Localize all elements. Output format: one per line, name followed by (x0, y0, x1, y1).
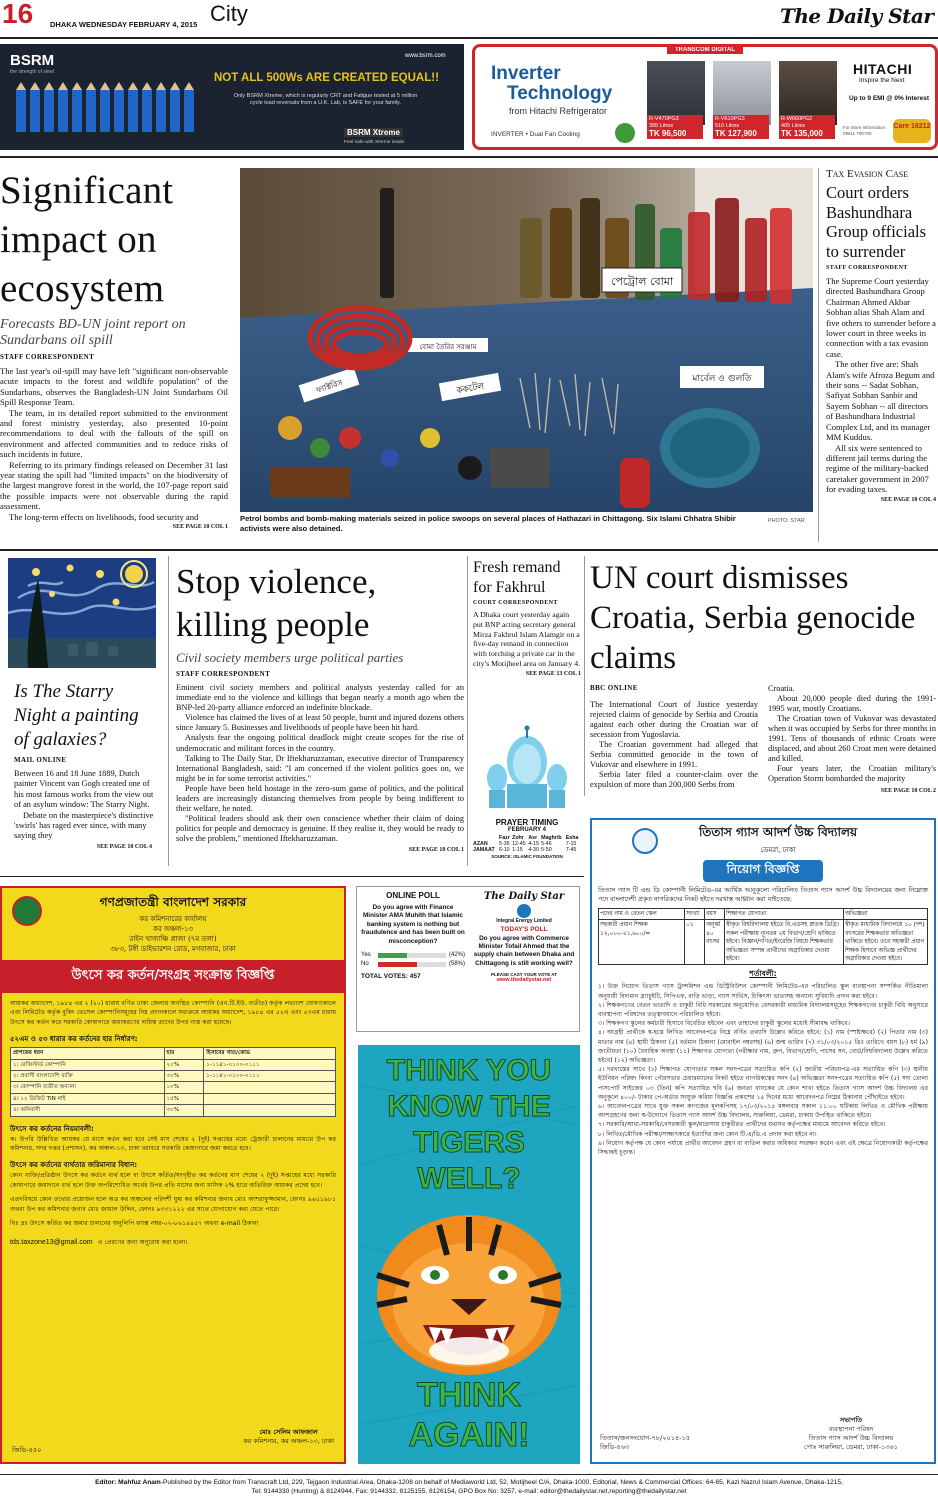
school-name: তিতাস গ্যাস আদর্শ উচ্চ বিদ্যালয় (698, 825, 858, 839)
story-violence (176, 560, 464, 866)
tax-rate-table (10, 1047, 336, 1116)
bsrm-body: Only BSRM Xtreme, which is regularly CRT and Fatigue tested at 5 million cycle load reversals from a U.K. Lab, is SAFE for your family. (233, 93, 418, 106)
tigers-bottom-text: THINK AGAIN! (408, 1376, 530, 1454)
story-col-2 (768, 684, 936, 796)
paragraph: About 20,000 people died during the 1991-1995 war, mostly Croatians. (768, 694, 936, 713)
tax-signature (243, 1428, 334, 1446)
signer-address: পোঃ সারুলিয়া, ডেমরা, ঢাকা-১৩৬১ (803, 1443, 899, 1451)
hitachi-subtitle: from Hitachi Refrigerator (509, 106, 608, 116)
story-un (590, 558, 936, 796)
prayer-cell: 5-50 (541, 847, 552, 853)
starry-night-image (8, 558, 156, 668)
poll-logo: The Daily Star (483, 891, 565, 902)
table-cell: সহকারী প্রধান শিক্ষক ১২,০০০-২১,৬০০/= (599, 920, 685, 965)
prayer-timing (473, 722, 581, 872)
paragraph: Serbia later filed a counter-claim over the expulsion of more than 200,000 Serbs from (590, 770, 758, 789)
terms-list (598, 982, 928, 1157)
kicker: Tax Evasion Case (826, 168, 909, 180)
pencil-icon (86, 90, 96, 132)
hitachi-features: INVERTER • Dual Fan Cooling (491, 131, 580, 138)
poll-right (471, 891, 577, 983)
byline: STAFF CORRESPONDENT (826, 265, 908, 271)
story-body (473, 610, 581, 669)
notice-email[interactable]: tds.taxzone13@gmail.com (10, 1238, 93, 1246)
model-size: 405 Litres (781, 122, 806, 129)
paragraph: The International Court of Justice yesterday rejected claims of genocide by Serbia and Croatia against each other during the Croatian war of secession from Yugoslavia. (590, 700, 758, 739)
poll-url[interactable]: www.thedailystar.net (496, 976, 552, 983)
pencil-tip (16, 82, 26, 90)
table-row (11, 1082, 336, 1093)
model-name: R-V470PG3 (649, 116, 679, 122)
footer-rule (0, 1474, 938, 1475)
green-badge (615, 123, 635, 143)
poll-bar-fill (378, 962, 417, 967)
paragraph: Talking to The Daily Star, Dr Iftekharuzzaman, executive director of Transparency International Bangladesh, said: "I am concerned if the violent politics goes on, we might be in for some terrorist activities." (176, 753, 464, 783)
pencil-tip (184, 82, 194, 90)
column-rule (168, 556, 169, 866)
term-item: ২। শিক্ষকগণের বেতন ভাতাদি ও চাকুরী বিধি সরকারের অনুমোদিত বেসরকারী মাধ্যমিক বিদ্যালয়সমূহের শিক্ষকগণের চাকুরী বিধি অনুসারে ব্যবস্থাপনা পরিষদের তত্ত্বাবধানে পরিচালিত হইবে। (598, 1001, 928, 1019)
pencil-icon (58, 90, 68, 132)
pencils-graphic (12, 82, 198, 142)
table-header: সংখ্যা (685, 909, 705, 920)
prayer-cell: 5-35 (499, 841, 510, 847)
pencil-tip (30, 82, 40, 90)
cast-vote-label: PLEASE CAST YOUR VOTE AT (491, 971, 557, 977)
prayer-source: SOURCE: ISLAMIC FOUNDATION (491, 854, 563, 859)
ref-gd: জিডি-৪৬৩ (600, 1443, 630, 1451)
prayer-cell: 6-10 (499, 847, 510, 853)
paragraph: The Croatian government had alleged that Serbia committed genocide in the town of Vukovar and elsewhere in 1991. (590, 740, 758, 769)
signer-body: ব্যবস্থাপনা পরিষদ (828, 1425, 874, 1433)
bsrm-product: BSRM Xtreme (344, 128, 403, 137)
prayer-date: FEBRUARY 4 (507, 827, 546, 833)
prayer-cell: JAMAAT (473, 847, 495, 853)
terms-title: শর্তাবলী: (749, 969, 777, 979)
prayer-cell: Esha (565, 835, 579, 841)
school-logo (632, 828, 658, 854)
table-header: শিক্ষাগত যোগ্যতা (725, 909, 844, 920)
table-cell: ২। প্রবাসী বাংলাদেশি ব্যক্তি (11, 1071, 165, 1082)
poll-option-label: Yes (361, 952, 371, 959)
prayer-cell: Maghrib (541, 835, 562, 841)
office-address-2: ৩৮৩, টঙ্গী ডাইভারশন রোড, মগবাজার, ঢাকা (110, 945, 236, 953)
story-body (826, 276, 936, 495)
paragraph: The last year's oil-spill may have left "significant non-observable acute impacts to the forest and wildlife population" of the Sundarbans, observes the Bangladesh-UN Joint Sundarbans Oil Spill Response Team. (0, 366, 228, 408)
headline: UN court dismisses Croatia, Serbia genocide claims (590, 560, 916, 676)
headline: Fresh remand for Fakhrul (473, 559, 561, 596)
bsrm-tagline: the strength of steel (10, 69, 54, 75)
pencil-tip (128, 82, 138, 90)
table-cell (204, 1093, 336, 1104)
poll-option-label: No (361, 961, 369, 968)
editor-label: Editor: Mahfuz Anam (95, 1479, 161, 1486)
section-heading: উৎসে কর কর্তনের নিয়মাবলী: (10, 1124, 94, 1133)
prayer-table (473, 835, 581, 853)
table-row (11, 1059, 336, 1070)
table-cell: ৩। কোম্পানি ব্যতীত অন্যান্য (11, 1082, 165, 1093)
column-rule (818, 168, 819, 542)
see-page-link[interactable]: SEE PAGE 13 COL 1 (525, 670, 581, 677)
table-header: অভিজ্ঞতা (844, 909, 928, 920)
photo-caption-block (240, 514, 813, 542)
model-price: TK 127,900 (715, 129, 757, 138)
prayer-cell: Fazr (499, 835, 510, 841)
signer-title: কর কমিশনার, কর অঞ্চল-১৩, ঢাকা (243, 1437, 334, 1445)
section-name: City (210, 1, 248, 26)
table-header-row (599, 909, 928, 920)
photo-credit: PHOTO: STAR (768, 518, 805, 524)
section-rule (0, 549, 938, 551)
see-page-link[interactable]: SEE PAGE 10 COL 2 (880, 788, 936, 794)
prayer-cell: 7-15 (565, 841, 577, 847)
pencil-tip (58, 82, 68, 90)
ref-number: তিতাস/জনসংযোগ-৭৮/২০১৪-১৫ (600, 1434, 690, 1442)
today-poll-label: TODAY'S POLL (500, 926, 548, 933)
ad-rule (0, 156, 938, 158)
signer-title: সভাপতি (839, 1416, 863, 1424)
poll-sponsor: Integral Energy Limited (496, 918, 552, 924)
office-name: কর কমিশনারের কার্যালয় (139, 915, 207, 923)
prayer-title: PRAYER TIMING (495, 818, 559, 827)
pencil-tip (170, 82, 180, 90)
paragraph: Violence has claimed the lives of at least 50 people, burnt and injured dozens others since January 5. Businesses and livelihoods of people have been hit hard. (176, 713, 464, 733)
pencil-icon (184, 90, 194, 132)
model-tag-2 (713, 115, 769, 139)
headline: Court orders Bashundhara Group officials to surrender (826, 183, 927, 261)
table-cell: ১৫% (164, 1093, 204, 1104)
pencil-icon (30, 90, 40, 132)
hitachi-title-2: Technology (507, 83, 613, 104)
see-page-link[interactable]: SEE PAGE 10 COL 4 (880, 496, 936, 503)
photo-caption: Petrol bombs and bomb-making materials seized in police swoops on several places of Hathazari in Chittagong. Six Islami Chhatra Shibir activists were also detained. (240, 514, 736, 533)
term-item: ৭। সরকারি/আধা-সরকারি/বেসরকারী স্কুল/মাদ্রাসায় চাকুরীরত প্রার্থীদের যথাযথ কর্তৃপক্ষের মাধ্যমে আবেদন করিতে হইবে। (598, 1121, 886, 1129)
ad-tax-notice[interactable] (0, 886, 346, 1464)
headline: Stop violence, killing people (176, 562, 377, 644)
pencil-tip (100, 82, 110, 90)
footer-line-2: Tel: 9144330 (Hunting) & 8124944, Fax: 9144332, 8125155, 8126154, GPO Box No: 3257, e-mail: editor@thedailystar.net,reporting@thedailystar.net (251, 1488, 687, 1495)
poll-option-percent: (42%) (448, 952, 465, 959)
paragraph: The Croatian town of Vukovar was devastated when it was occupied by Serbs for three months in 1991. Tens of thousands of ethnic Croats were displaced, and about 260 Croat men were detained and killed. (768, 714, 936, 763)
notice-para-3: কোন ব্যক্তি/প্রতিষ্ঠান উৎসে কর কর্তনে ব্যর্থ হলে বা উৎসে কর্তিত/সংগৃহীত কর কর্তনের মাস শেষের ২ (দুই) সপ্তাহের মধ্যে সরকারি কোষাগারে জমাদানে ব্যর্থ হলে উক্ত অপরিশোধিত অর্থের উপর প্রতি মাসের জন্য মাসিক ২% হারে অতিরিক্ত আয়কর প্রদেয় হবে। (10, 1172, 336, 1189)
care-badge: Care 16212 (893, 119, 931, 143)
poll-results (361, 952, 465, 967)
bsrm-logo: BSRM (10, 52, 55, 69)
model-price: TK 96,500 (649, 129, 687, 138)
pencil-tip (114, 82, 124, 90)
notice-banner: উৎসে কর কর্তন/সংগ্রহ সংক্রান্ত বিজ্ঞপ্তি (2, 960, 344, 993)
column-rule (467, 556, 468, 866)
signature-block (776, 1416, 926, 1452)
prayer-cell: Asr (528, 835, 538, 841)
ad-hitachi[interactable] (472, 44, 938, 150)
pencil-tip (86, 82, 96, 90)
masthead (0, 0, 938, 40)
table-header: হার (164, 1048, 204, 1059)
section-heading: ৫২এম ও ৫৩ ধারার কর কর্তনের হার নির্ধারণ: (10, 1035, 138, 1044)
notice-para-6: এ প্রেরণের জন্য অনুরোধ করা হলো। (97, 1238, 188, 1246)
table-cell: ১-১১৪১-০১০০-০১১১ (204, 1059, 336, 1070)
zone-name: কর অঞ্চল-১৩ (153, 925, 193, 933)
hitachi-title-1: Inverter (491, 63, 561, 84)
pencil-icon (128, 90, 138, 132)
mosque-icon (473, 722, 581, 814)
prayer-cell: AZAN (473, 841, 488, 847)
poll-question: Do you agree with Finance Minister AMA Muhith that Islamic banking system is nothing but fraudulence and has been built on misconception? (361, 904, 465, 945)
bsrm-url: www.bsrm.com (405, 53, 446, 59)
term-item: ৯। নিয়োগ কর্তৃপক্ষ যে কোন পর্যায়ে প্রার্থীর আবেদন গ্রহণ বা বাতিল করার অধিকার সংরক্ষণ করেন এবং এই ক্ষেত্রে নিয়োগকারী কর্তৃপক্ষের সিদ্ধান্তই চূড়ান্ত। (598, 1139, 928, 1157)
table-row (11, 1071, 336, 1082)
paragraph: Between 16 and 18 June 1889, Dutch painter Vincent van Gogh created one of his most famous works from the view out of an asylum window: The Starry Night. (14, 769, 154, 810)
term-item: ৪। আগ্রহী প্রার্থীকে স্ব-হস্তে লিখিত আবেদনপত্রে নিম্নে বর্ণিত তথ্যাদি উল্লেখ করিতে হইবে: (১) নাম (স্পষ্টাক্ষরে) (২) পিতার নাম (৩) মাতার নাম (৪) স্থায়ী ঠিকানা (৫) বর্তমান ঠিকানা (মোবাইল নম্বরসহ) (৬) জন্ম তারিখ (৭) ৩১/০৩/২০১৫ খ্রিঃ তারিখে বয়স (৮) ধর্ম (৯) জাতীয়তা (১০) বৈবাহিক অবস্থা (১১) শিক্ষাগত যোগ্যতা (পরীক্ষার নাম, গ্রুপ, বিভাগ/শ্রেণি, পাসের সন, বোর্ড/বিশ্ববিদ্যালয় উল্লেখ করিতে হইবে) (১২) অভিজ্ঞতা। (598, 1029, 928, 1065)
paragraph: The Supreme Court yesterday directed Bashundhara Group Chairman Ahmed Akbar Sobhan alias Shah Alam and five others to surrender before a lower court in three weeks in connection with a tax evasion case. (826, 276, 936, 359)
ad-gas-school[interactable] (590, 818, 936, 1464)
paragraph: Eminent civil society members and political analysts yesterday called for an immediate end to the violence and killings that began nearly a month ago when the BNP-led 20-party alliance enforced an indefinite blockade. (176, 683, 464, 713)
notice-title: নিয়োগ বিজ্ঞপ্তি (703, 860, 823, 882)
model-name: R-V610PG3 (715, 116, 745, 122)
notice-para-2: ক। উপরি উল্লিখিত আয়কর যে মাসে কর্তন করা হবে সেই মাস শেষের ২ (দুই) সপ্তাহের মধ্যে ট্রেজারী চালানের মাধ্যমে উপ কর কমিশনার, সদর দপ্তর (প্রশাসন), কর অঞ্চল-১৩, ঢাকা বরাবরে সরকারি কোষাগারে জমা করতে হবে। (10, 1135, 336, 1153)
see-page-link[interactable]: SEE PAGE 10 COL 4 (96, 843, 152, 850)
pencil-icon (44, 90, 54, 132)
energy-logo-icon (517, 904, 531, 918)
notice-intro: তিতাস গ্যাস টি এন্ড ডি কোম্পানী লিমিটেড-এর আর্থিক আনুকূল্যে পরিচালিত তিতাস গ্যাস আদর্শ উচ্চ বিদ্যালয়ের জন্য নিম্নোক্ত পদে বাংলাদেশী প্রকৃত নাগরিকদের নিকট হইতে দরখাস্ত আহ্বান করা যাইতেছে: (598, 887, 928, 903)
bsrm-headline: NOT ALL 500Ws ARE CREATED EQUAL!! (214, 72, 439, 84)
section-heading: উৎসে কর কর্তনের ব্যর্থতার জরিমানার বিধান: (10, 1161, 138, 1170)
byline: COURT CORRESPONDENT (473, 600, 558, 606)
prayer-cell: 1-15 (512, 847, 523, 853)
deck: Forecasts BD-UN joint report on Sundarbans oil spill (0, 317, 186, 348)
model-name: R-W660PG2 (781, 116, 813, 122)
office-address-1: রাইন খাজাঞ্চি প্লাজা (৭ম তলা) (129, 935, 217, 943)
table-header-row (11, 1048, 336, 1059)
prayer-cell: 12-45 (512, 841, 526, 847)
table-header: বয়স (705, 909, 725, 920)
pencil-icon (72, 90, 82, 132)
table-cell: অনূর্ধ্ব ৪০ বৎসর (705, 920, 725, 965)
prayer-row (473, 847, 581, 853)
model-size: 510 Litres (715, 122, 740, 129)
poll-bar-fill (378, 953, 407, 958)
pencil-tip (156, 82, 166, 90)
paragraph: The long-term effects on livelihoods, food security and (9, 511, 199, 522)
sign-cocktail: ককটেল (455, 381, 485, 397)
paragraph: The team, in its detailed report submitted to the environment and forest ministry yesterday, also presented 10-point recommendations to deal with the fallouts of the spill on environment and affected communities and to reduce risks of such incidents in future. (0, 407, 228, 460)
pencil-tip (72, 82, 82, 90)
starry-night-painting (8, 558, 156, 668)
pencil-icon (170, 90, 180, 132)
imprint: -Published by the Editor from Transcraft Ltd, 229, Tejgaon Industrial Area, Dhaka-1208 on behalf of Mediaworld Ltd, 52, Motijheel C/A, Dhaka-1000. Editorial, News & Commercial Offices: 64-65, Kazi Nazrul Islam Avenue, Dhaka-1215, (160, 1479, 843, 1486)
headline: Is The Starry Night a painting of galaxies? (14, 681, 139, 750)
hitachi-offer: Up to 9 EMI @ 0% Interest (849, 95, 930, 102)
model-price: TK 135,000 (781, 129, 823, 138)
page-number: 16 (2, 0, 34, 29)
poll-total: TOTAL VOTES: 457 (361, 973, 421, 981)
term-item: ৫। দরখাস্তের সাথে (১) শিক্ষাগত যোগ্যতার সকল সনদপত্রের সত্যায়িত কপি (২) জাতীয় পরিচয়পত্র-এর সত্যায়িত কপি (৩) স্থানীয় ইউনিয়ন পরিষদ কিংবা পৌরসভার চেয়ারম্যানের নিকট হইতে নাগরিকত্বের সনদ (৪) অভিজ্ঞতা সনদপত্রের সত্যায়িত কপি (৫) সদ্য তোলা পাসপোর্ট সাইজের ০৩ (তিন) কপি সত্যায়িত ছবি (৬) জনতা ব্যাংকের যে কোন শাখা হইতে তিতাস গ্যাস আদর্শ উচ্চ বিদ্যালয় এর অনুকূলে ৪০০/- টাকার পে-অর্ডার সংযুক্ত করিয়া বিজ্ঞপ্তি প্রকাশের ১৫ দিনের মধ্যে আবেদনপত্র নিম্নের ঠিকানায় পৌঁছাইতে হইবে। (598, 1066, 928, 1101)
main-photo (240, 168, 813, 512)
pencil-icon (100, 90, 110, 132)
school-place: ডেমরা, ঢাকা (760, 846, 796, 854)
table-cell: ১-১১৪১-০১০০-০১১১ (204, 1071, 336, 1082)
hitachi-brand-tag: Inspire the Next (859, 77, 905, 84)
paragraph: Four years later, the Croatian military's Operation Storm bombarded the majority (768, 764, 936, 783)
story-body (0, 366, 228, 522)
table-cell: ৩০% (164, 1105, 204, 1116)
poll-box[interactable] (356, 886, 580, 1032)
table-cell: স্বীকৃত বিশ্ববিদ্যালয় হইতে বি.এডসহ স্নাতক ডিগ্রি। সকল পরীক্ষায় ন্যূনতম ২য় বিভাগ/শ্রেণি থাকিতে হইবে। বিজ্ঞান/গণিত/ইংরেজি বিষয়ে শিক্ষকতার অভিজ্ঞতা সম্পন্ন প্রার্থীদের অগ্রাধিকার দেওয়া হইবে। (725, 920, 844, 965)
story-col-1 (590, 700, 758, 790)
gov-emblem-icon (12, 896, 42, 926)
table-cell: ০১ (685, 920, 705, 965)
poll-bar-track (378, 962, 446, 967)
deck: Civil society members urge political parties (176, 650, 404, 665)
headline: Significant impact on ecosystem (0, 169, 174, 310)
paragraph: Referring to its primary findings released on December 31 last year stating the spill had "limited impacts" on the biodiversity of the largest mangrove forest in the world, the 107-page report said the possible impacts were not observable during the rapid assessment. (0, 459, 228, 512)
notice-para-4: এতদবিষয়ে কোন তথ্যের প্রয়োজন হলে অত্র কর অঞ্চলের পরিদর্শী যুগ্ম কর কমিশনার জনাব মোঃ আশরাফুজ্জামান, ফোনঃ ৯৬৫১৯৮১ অথবা উপ কর কমিশনার জনাব মোঃ জামাল উদ্দিন, ফোনঃ ৯৩৩১২২২ এর সাথে যোগাযোগ করা যেতে পারে। (10, 1196, 336, 1213)
table-cell: ১০% (164, 1082, 204, 1093)
bomb-materials-photo (240, 168, 813, 512)
section-rule (0, 876, 584, 877)
hitachi-brand: HITACHI (853, 61, 913, 77)
byline: BBC ONLINE (590, 684, 638, 692)
vacancy-table (598, 908, 928, 965)
byline: STAFF CORRESPONDENT (176, 670, 271, 678)
sign-marbles: মার্বেল ও গুলতি (692, 374, 752, 384)
table-cell: ৩০% (164, 1071, 204, 1082)
notice-para-1: আয়কর অধ্যাদেশ, ১৯৮৪ এর ২ (২০) ধারায় বর্ণিত ঢাকা জেলায় অবস্থিত কোম্পানি (এন.টি.ইউ. ব্যতীত) কর্তৃক লভ্যাংশ ঘোষণাকালে এবং লিমিটেড কর্তৃক বুকিং ভেসেল কোম্পানিসমূহের নিম্ন প্রদানকালে যথাক্রমে আয়কর অধ্যাদেশ, ১৯৮৪ এর ৫২এ এবং ৫৩এম ধারায় উৎসে কর কর্তন করে সরকারি কোষাগারে জমাকরণের দায়িত্ব তাদের উপর ন্যস্ত করা হয়েছে। (10, 1000, 336, 1026)
bsrm-product-tag: Feel safe with Xtreme inside (344, 140, 405, 145)
tigers-top-text: THINK YOU KNOW THE TIGERS WELL? (386, 1054, 552, 1195)
byline: STAFF CORRESPONDENT (0, 353, 95, 361)
model-tag-3 (779, 115, 835, 139)
sign-factories: ফ্যাক্টরিস (315, 377, 344, 395)
table-header: পদের নাম ও বেতন স্কেল (599, 909, 685, 920)
paragraph: Croatia. (768, 684, 795, 693)
table-cell: ৪। ১২ ডিজিট TIN নাই (11, 1093, 165, 1104)
notice-ref (600, 1434, 690, 1452)
column-rule (584, 556, 585, 796)
footer-line-1 (0, 1478, 938, 1487)
dateline: DHAKA WEDNESDAY FEBRUARY 4, 2015 (50, 20, 198, 29)
table-cell: স্বীকৃত মাধ্যমিক বিদ্যালয়ে ১০ (দশ) বৎসরের শিক্ষকতার অভিজ্ঞতা থাকিতে হইবে। তবে সহকারী প্রধান শিক্ষক হিসাবে অভিজ্ঞ প্রার্থীদের অগ্রাধিকার দেওয়া হইবে। (844, 920, 928, 965)
pencil-icon (16, 90, 26, 132)
hitachi-info: For More Information 09611 700700 (843, 125, 886, 136)
see-page-link[interactable]: SEE PAGE 10 COL 1 (172, 524, 228, 531)
story-starry (8, 558, 160, 866)
term-item: ১। উক্ত নিয়োগ তিতাস গ্যাস ট্রান্সমিশন এন্ড ডিস্ট্রিবিউশন কোম্পানী লিমিটেড-এর পরিচালিত স্কুল ব্যবস্থাপনা সম্পর্কিত নীতিমালা অনুযায়ী বিদ্যমান গ্র্যাচুইটি, সিপিএফ, বাড়ি ভাড়া, গ্যাস সার্ভিস, চিকিৎসা ভাতাসহ অন্যান্য সুবিধাদি প্রদান করা হইবে। (598, 983, 928, 1000)
pencil-tip (44, 82, 54, 90)
gov-name: গণপ্রজাতন্ত্রী বাংলাদেশ সরকার (99, 895, 247, 909)
prayer-cell: 5-46 (541, 841, 552, 847)
signer-org: তিতাস গ্যাস আদর্শ উচ্চ বিদ্যালয় (808, 1434, 894, 1442)
hitachi-dealer: TRANSCOM DIGITAL (667, 46, 743, 54)
signer-name: মোঃ সেলিম আফজাল (259, 1428, 318, 1436)
table-cell: ১। রেজিস্টার্ড কোম্পানি (11, 1059, 165, 1070)
table-row (11, 1093, 336, 1104)
poll-title: ONLINE POLL (386, 891, 440, 900)
ad-tigers[interactable] (358, 1045, 580, 1464)
byline: MAIL ONLINE (14, 756, 67, 764)
story-body (14, 769, 156, 842)
pencil-icon (142, 90, 152, 132)
model-size: 395 Litres (649, 122, 674, 129)
paragraph: All six were sentenced to different jail terms during the regime of the military-backed caretaker government in 2007 for evading taxes. (826, 442, 929, 495)
table-cell: ৫। অনিবাসী (11, 1105, 165, 1116)
pencil-icon (156, 90, 166, 132)
sign-petrol-bomb: পেট্রোল বোমা (610, 275, 674, 288)
table-row (599, 920, 928, 965)
table-header: হিসাবের খাত/কোড (204, 1048, 336, 1059)
poll-result-row (361, 961, 465, 967)
term-item: ৬। আবেদনপত্রের সাথে যুক্ত সকল কাগজের মূলকপিসহ ১৭/০৩/২০১৫ মঙ্গলবার সকাল ১১:০০ ঘটিকায় লিখিত ও মৌখিক পরীক্ষায় অংশগ্রহণের জন্য স্ব-উদ্যোগে তিতাস গ্যাস আদর্শ উচ্চ বিদ্যালয়, সারুলিয়া, ডেমরা, ঢাকায় উপস্থিত থাকিতে হইবে। (598, 1103, 928, 1120)
ad-bsrm[interactable] (0, 44, 464, 150)
poll-option-percent: (58%) (448, 961, 465, 968)
paragraph: Debate on the masterpiece's distinctive 'swirls' has raged ever since, with many saying they (14, 810, 154, 841)
pencil-icon (114, 90, 124, 132)
notice-para-5: বিঃ দ্রঃ উৎসে কর্তিত কর জমার চালানের অনুলিপি ফ্যাক্স নম্বর-০২-৮৬১৯৪৫৭ অথবা e-mail ঠিকানা (10, 1220, 259, 1228)
see-page-link[interactable]: SEE PAGE 10 COL 1 (408, 846, 464, 853)
paragraph: The other five are: Shah Alam's wife Afroza Begum and their sons -- Sadat Sobhan, Safiyat Sobhan Sanbir and Sayem Sobhan -- all directors of Bashundhara Industrial Complex Ltd, and its manager MM Kuddus. (826, 359, 935, 443)
paragraph: A Dhaka court yesterday again put BNP acting secretary general Mirza Fakhrul Islam Alamgir on a five-day remand in connection with torching a private car in the city's Motijheel area on January 4. (473, 610, 581, 668)
table-cell (204, 1082, 336, 1093)
term-item: ৮। লিখিত/মৌখিক পরীক্ষা/সাক্ষাৎকারে ইত্যাদির জন্য কোন টি.এ/ডি.এ প্রদান করা হইবে না। (598, 1130, 817, 1138)
poll-bar-track (378, 953, 446, 958)
poll-left (361, 891, 465, 980)
masthead-logo: The Daily Star (780, 4, 934, 28)
prayer-cell: Zohr (512, 835, 524, 841)
prayer-cell: 4-30 (528, 847, 539, 853)
sign-materials: বোমা তৈরির সরঞ্জাম (419, 343, 477, 351)
masthead-rule (0, 37, 938, 39)
story-fakhrul (473, 558, 581, 718)
pencil-tip (142, 82, 152, 90)
table-cell: ২০% (164, 1059, 204, 1070)
paragraph: Analysts fear the ongoing political deadlock might create scopes for the rise of undemocratic and militant forces in the country. (176, 733, 464, 753)
model-tag-1 (647, 115, 703, 139)
paragraph: People have been held hostage in the zero-sum game of politics, and the political leaders are increasingly distancing themselves from people by being indifferent to their welfare, he noted. (176, 783, 464, 814)
story-body (176, 683, 464, 845)
term-item: ৩। শিক্ষকগণ স্কুলের কর্মচারী হিসাবে বিবেচিত হইবেন এবং তাহাদের চাকুরী স্কুলের মধ্যেই সীমাবদ্ধ থাকিবে। (598, 1020, 850, 1028)
prayer-cell: 7-45 (565, 847, 577, 853)
prayer-cell: 4-15 (528, 841, 539, 847)
table-cell (204, 1105, 336, 1116)
table-header: প্রাপকের ধরন (11, 1048, 165, 1059)
paragraph: "Political leaders should ask their own conscience whether their claim of doing politics for people and democracy is genuine. If they realise it, they would be ready to solve the problem," mentioned Iftekharuzzaman. (176, 814, 464, 844)
tax-ref: জিডি-৪৫০ (12, 1446, 42, 1454)
today-poll-question: Do you agree with Commerce Minister Tofail Ahmed that the supply chain between Dhaka and Chittagong is still working well? (473, 935, 575, 967)
table-row (11, 1105, 336, 1116)
poll-result-row (361, 952, 465, 958)
story-bashundhara (826, 168, 936, 542)
footer (0, 1478, 938, 1496)
story-ecosystem (0, 166, 228, 542)
